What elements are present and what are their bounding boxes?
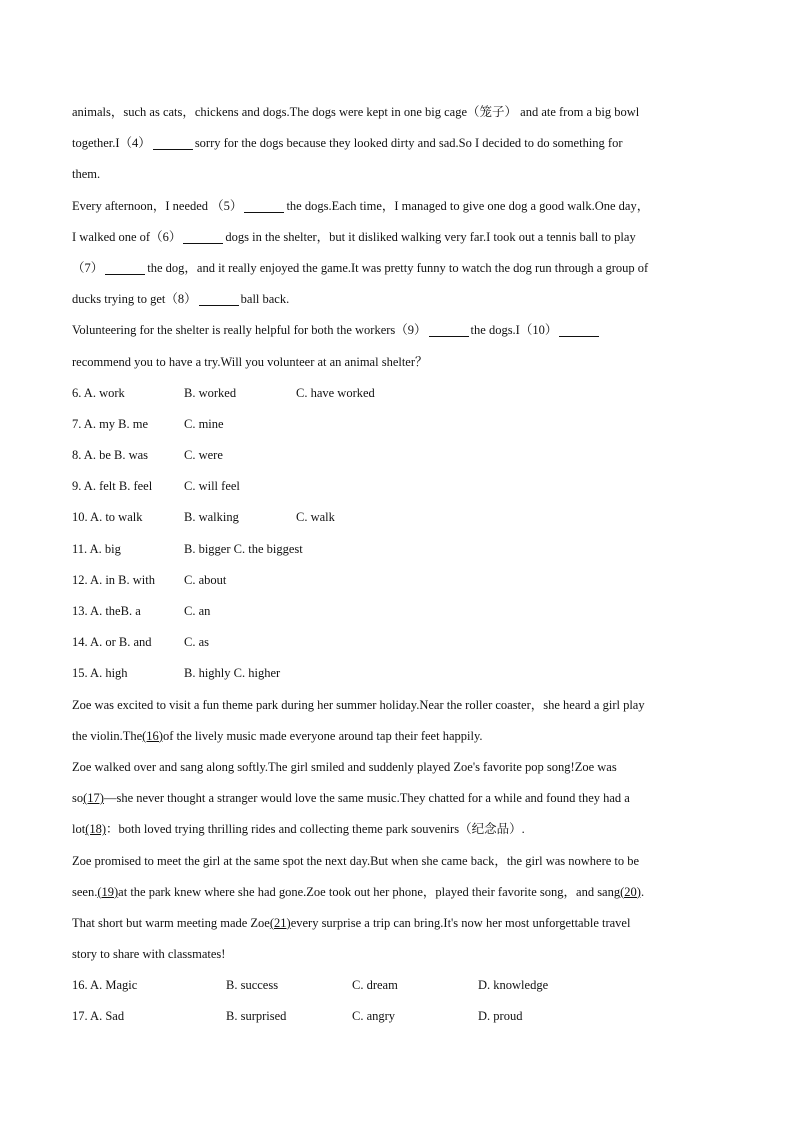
option-ab[interactable]: 7. A. my B. me — [72, 416, 149, 431]
option-a[interactable]: 6. A. work — [72, 385, 125, 400]
option-ab[interactable]: 8. A. be B. was — [72, 448, 149, 463]
answer-blank[interactable] — [183, 229, 223, 244]
option-d[interactable]: D. knowledge — [478, 978, 549, 993]
option-row — [72, 536, 722, 567]
option-b[interactable]: B. worked — [184, 385, 237, 400]
option-bc[interactable]: B. highly C. higher — [184, 666, 281, 681]
passage-line: Volunteering for the shelter is really helpful for both the workers（9） the dogs.I（10） — [72, 317, 722, 348]
answer-blank[interactable] — [105, 260, 145, 275]
passage-line: them. — [72, 167, 101, 182]
answer-blank[interactable]: (19) — [97, 884, 119, 899]
option-ab[interactable]: 12. A. in B. with — [72, 572, 155, 587]
answer-blank[interactable] — [429, 322, 469, 337]
passage-line: That short but warm meeting made Zoe(21)every surprise a trip can bring.It's now her most unforgettable travel — [72, 915, 631, 930]
option-row — [72, 660, 722, 691]
option-c[interactable]: C. about — [184, 572, 227, 587]
answer-blank[interactable]: (21) — [269, 915, 291, 930]
passage-line: recommend you to have a try.Will you volunteer at an animal shelter？ — [72, 354, 428, 369]
option-row — [72, 1003, 722, 1034]
option-d[interactable]: D. proud — [478, 1009, 523, 1024]
option-b[interactable]: B. walking — [184, 510, 239, 525]
option-a[interactable]: 15. A. high — [72, 666, 128, 681]
option-row — [72, 380, 722, 411]
option-b[interactable]: B. surprised — [226, 1009, 287, 1024]
option-row — [72, 504, 722, 535]
answer-blank[interactable] — [199, 291, 239, 306]
passage-line: so(17)—she never thought a stranger would love the same music.They chatted for a while and found they had a — [72, 791, 630, 806]
option-c[interactable]: C. will feel — [184, 479, 240, 494]
passage-line: I walked one of（6） dogs in the shelter，but it disliked walking very far.I took out a tennis ball to play — [72, 229, 636, 244]
option-c[interactable]: C. mine — [184, 416, 224, 431]
option-ab[interactable]: 13. A. theB. a — [72, 604, 141, 618]
answer-blank[interactable] — [153, 135, 193, 150]
passage-line: animals，such as cats，chickens and dogs.The dogs were kept in one big cage（笼子） and ate from a big bowl — [72, 105, 640, 119]
passage-line: （7） the dog，and it really enjoyed the game.It was pretty funny to watch the dog run through a group of — [72, 260, 649, 275]
option-b[interactable]: B. success — [226, 978, 279, 993]
option-c[interactable]: C. were — [184, 448, 223, 463]
passage-line: seen.(19)at the park knew where she had gone.Zoe took out her phone，played their favorite song，and sang(20). — [72, 884, 645, 899]
passage-line: lot(18)：both loved trying thrilling rides and collecting theme park souvenirs（纪念品）. — [72, 822, 525, 837]
option-ab[interactable]: 14. A. or B. and — [72, 635, 152, 650]
option-c[interactable]: C. angry — [352, 1009, 396, 1024]
option-row — [72, 972, 722, 1003]
option-c[interactable]: C. walk — [296, 510, 335, 525]
cloze-passage — [72, 99, 722, 1035]
option-c[interactable]: C. have worked — [296, 385, 375, 400]
answer-blank[interactable]: (17) — [83, 791, 104, 806]
passage-line: the violin.The(16)of the lively music made everyone around tap their feet happily. — [72, 728, 483, 743]
option-c[interactable]: C. as — [184, 635, 209, 650]
option-row — [72, 442, 722, 473]
option-c[interactable]: C. an — [184, 604, 211, 618]
option-a[interactable]: 10. A. to walk — [72, 510, 143, 525]
option-row — [72, 473, 722, 504]
option-row — [72, 598, 722, 629]
option-bc[interactable]: B. bigger C. the biggest — [184, 541, 303, 556]
passage-line: story to share with classmates! — [72, 947, 226, 962]
answer-blank[interactable] — [244, 198, 284, 213]
option-row — [72, 411, 722, 442]
passage-line: Every afternoon，I needed （5） the dogs.Each time，I managed to give one dog a good walk.One day， — [72, 198, 650, 213]
passage-line: ducks trying to get（8） ball back. — [72, 292, 290, 307]
option-row — [72, 567, 722, 598]
option-a[interactable]: 11. A. big — [72, 541, 121, 556]
option-a[interactable]: 16. A. Magic — [72, 978, 138, 993]
answer-blank[interactable]: (16) — [142, 728, 163, 743]
option-row — [72, 629, 722, 660]
answer-blank[interactable] — [559, 322, 599, 337]
answer-blank[interactable]: (18) — [85, 822, 107, 837]
option-c[interactable]: C. dream — [352, 978, 398, 993]
passage-line: Zoe walked over and sang along softly.The girl smiled and suddenly played Zoe's favorite pop song!Zoe was — [72, 759, 617, 774]
option-ab[interactable]: 9. A. felt B. feel — [72, 479, 153, 494]
answer-blank[interactable]: (20) — [620, 884, 641, 899]
passage-line: Zoe promised to meet the girl at the same spot the next day.But when she came back，the girl was nowhere to be — [72, 853, 640, 868]
option-a[interactable]: 17. A. Sad — [72, 1009, 125, 1024]
passage-line: together.I（4） sorry for the dogs because they looked dirty and sad.So I decided to do something for — [72, 136, 623, 151]
passage-line: Zoe was excited to visit a fun theme park during her summer holiday.Near the roller coaster，she heard a girl play — [72, 697, 645, 712]
